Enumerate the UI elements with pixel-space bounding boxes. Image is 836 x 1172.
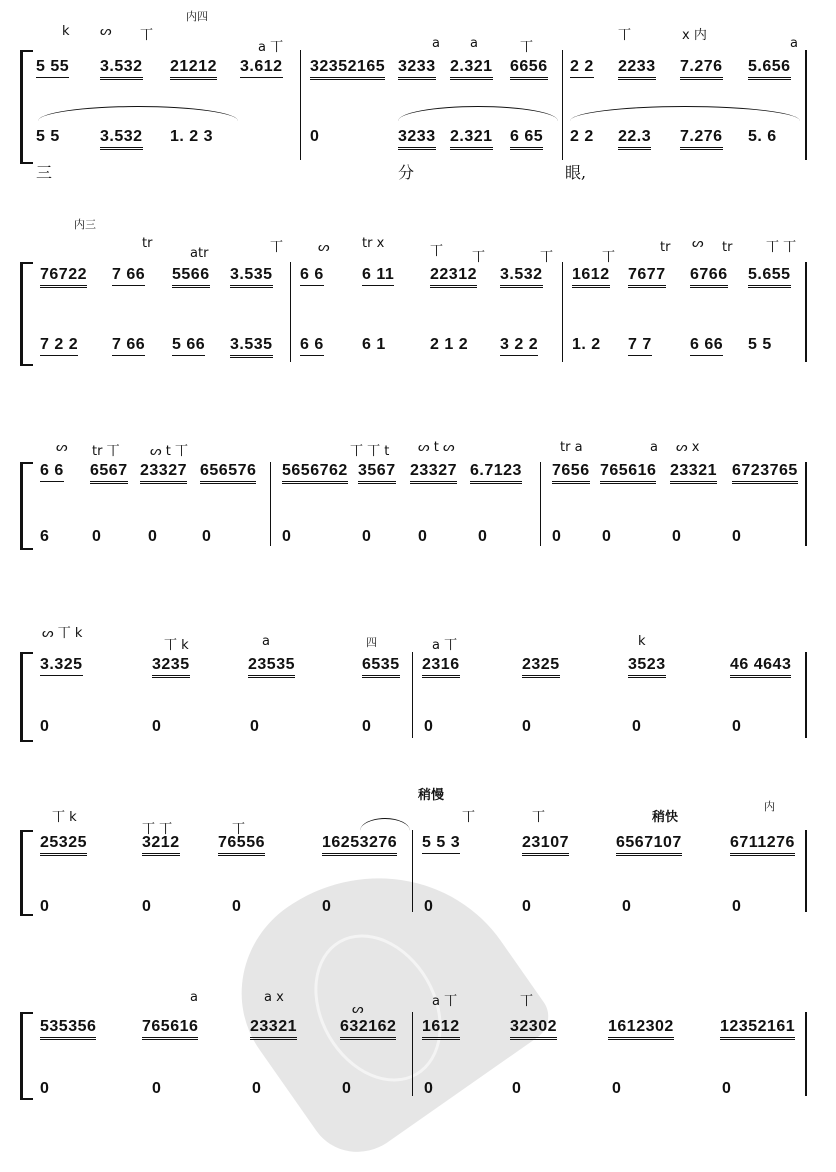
barline [540,462,541,546]
ornament: 丅 k [164,638,189,653]
ornament: a 丅 [432,994,458,1009]
system-bracket [20,262,33,366]
note-group: 7 66 [112,266,145,286]
ornament: a [262,634,270,649]
note-group: 7 66 [112,336,145,356]
ornament: 丅 [520,40,534,55]
ornament: tr a [560,440,583,455]
ornament: ᔕ t 丅 [150,444,188,459]
note-group: 5.655 [748,266,791,288]
rest: 0 [552,528,562,545]
ornament: a [790,36,798,51]
note-group: 2316 [422,656,460,678]
note-group: 3523 [628,656,666,678]
note-group: 3233 [398,128,436,150]
note-group: 32352165 [310,58,385,80]
barline [300,50,301,160]
ornament: k [638,634,646,649]
note-group: 21212 [170,58,217,80]
note-group: 23327 [140,462,187,484]
ornament: 丅 [232,822,246,837]
note-group: 765616 [600,462,656,484]
rest: 0 [40,718,50,735]
note-group: 632162 [340,1018,396,1040]
barline [805,50,807,160]
note-group: 2.321 [450,58,493,80]
note-group: 7.276 [680,58,723,80]
note-group: 6535 [362,656,400,678]
rest: 0 [478,528,488,545]
note-group: 7 7 [628,336,652,356]
rest: 0 [250,718,260,735]
rest: 0 [310,128,320,145]
note-group: 6 [40,528,50,545]
note-group: 5566 [172,266,210,288]
system-bracket [20,50,33,164]
rest: 0 [362,528,372,545]
ornament: ᔕ t ᔕ [418,440,455,455]
note-group: 5656762 [282,462,348,484]
system-bracket [20,830,33,916]
ornament: 丅 [462,810,476,825]
ornament: tr x [362,236,385,251]
note-group: 3.325 [40,656,83,676]
note-group: 5 5 3 [422,834,460,854]
note-group: 7656 [552,462,590,484]
ornament: ᔕ [318,240,330,255]
note-group: 1. 2 3 [170,128,214,145]
ornament: ᔕ 丅 k [42,626,83,641]
note-group: 22.3 [618,128,651,150]
ornament: 丅 [520,994,534,1009]
note-group: 5. 6 [748,128,777,145]
lyric: 三 [36,163,53,182]
note-group: 2 2 [570,128,594,145]
ornament: 丅 [540,250,554,265]
ornament: 丅 丅 [766,240,797,255]
ornament: a x [264,990,284,1005]
ornament: a [432,36,440,51]
note-group: 23327 [410,462,457,484]
barline [412,830,413,912]
note-group: 6 11 [362,266,394,286]
rest: 0 [632,718,642,735]
rest: 0 [322,898,332,915]
rest: 0 [142,898,152,915]
note-group: 6711276 [730,834,795,856]
rest: 0 [362,718,372,735]
rest: 0 [732,718,742,735]
note-group: 3.532 [100,128,143,150]
system-bracket [20,652,33,742]
note-group: 6567 [90,462,128,484]
ornament: ᔕ [100,24,112,39]
note-group: 3.532 [500,266,543,288]
ornament: tr 丅 [92,444,120,459]
note-group: 1. 2 [572,336,601,353]
note-group: 23321 [250,1018,297,1040]
rest: 0 [92,528,102,545]
rest: 0 [252,1080,262,1097]
note-group: 7 2 2 [40,336,78,356]
note-group: 5 66 [172,336,205,356]
ornament: 丅 [602,250,616,265]
tempo-marking-fast: 稍快 [652,810,679,825]
barline [562,50,563,160]
barline [412,652,413,738]
rest: 0 [522,718,532,735]
note-group: 765616 [142,1018,198,1040]
note-group: 6 1 [362,336,386,353]
note-group: 16253276 [322,834,397,856]
note-group: 6723765 [732,462,798,484]
note-group: 23321 [670,462,717,484]
ornament: 丅 [472,250,486,265]
ornament: 丅 [270,240,284,255]
ornament: 丅 丅 [142,822,173,837]
note-group: 3.612 [240,58,283,78]
note-group: 3 2 2 [500,336,538,356]
rest: 0 [148,528,158,545]
rest: 0 [152,1080,162,1097]
barline [412,1012,413,1096]
rest: 0 [282,528,292,545]
note-group: 76722 [40,266,87,288]
note-group: 5 5 [36,128,60,145]
rest: 0 [152,718,162,735]
ornament: ᔕ x [676,440,700,455]
note-group: 6 6 [300,336,324,356]
rest: 0 [602,528,612,545]
barline [290,262,291,362]
ornament: 丅 [532,810,546,825]
note-group: 3233 [398,58,436,80]
slur [360,818,410,831]
ornament: a [190,990,198,1005]
ornament: a 丅 [258,40,284,55]
note-group: 2325 [522,656,560,678]
slur [570,106,800,121]
note-group: 6656 [510,58,548,80]
rest: 0 [522,898,532,915]
note-group: 2.321 [450,128,493,150]
note-group: 1612 [422,1018,460,1040]
note-group: 6 65 [510,128,543,150]
note-group: 25325 [40,834,87,856]
ornament: 内三 [74,218,96,231]
rest: 0 [672,528,682,545]
ornament: tr [142,236,153,251]
barline [805,1012,807,1096]
note-group: 5 55 [36,58,69,78]
ornament: ᔕ [56,440,68,455]
rest: 0 [722,1080,732,1097]
ornament: 丅 丅 t [350,444,390,459]
barline [562,262,563,362]
note-group: 6 6 [300,266,324,286]
note-group: 23535 [248,656,295,678]
note-group: 6766 [690,266,728,288]
barline [805,262,807,362]
system-bracket [20,462,33,550]
note-group: 6.7123 [470,462,522,484]
ornament: a [650,440,658,455]
note-group: 2 2 [570,58,594,78]
ornament: atr [190,246,209,261]
note-group: 7677 [628,266,666,288]
rest: 0 [732,898,742,915]
note-group: 5.656 [748,58,791,80]
ornament: a 丅 [432,638,458,653]
tempo-marking-slow: 稍慢 [418,788,445,803]
note-group: 535356 [40,1018,96,1040]
rest: 0 [342,1080,352,1097]
note-group: 1612302 [608,1018,674,1040]
rest: 0 [512,1080,522,1097]
ornament: a [470,36,478,51]
note-group: 23107 [522,834,569,856]
rest: 0 [202,528,212,545]
slur [398,106,558,121]
note-group: 3212 [142,834,180,856]
rest: 0 [232,898,242,915]
note-group: 32302 [510,1018,557,1040]
rest: 0 [40,898,50,915]
rest: 0 [424,1080,434,1097]
note-group: 2 1 2 [430,336,469,353]
ornament: 内四 [186,10,208,23]
note-group: 76556 [218,834,265,856]
note-group: 3.535 [230,336,273,358]
note-group: 6 6 [40,462,64,482]
note-group: 12352161 [720,1018,795,1040]
ornament: ᔕ [692,236,704,251]
ornament: ᔕ [352,1002,364,1017]
lyric: 眼, [565,163,587,182]
lyric: 分 [398,163,415,182]
note-group: 22312 [430,266,477,288]
rest: 0 [418,528,428,545]
ornament: k [62,24,70,39]
ornament: 丅 [618,28,632,43]
note-group: 2233 [618,58,656,80]
rest: 0 [424,718,434,735]
rest: 0 [40,1080,50,1097]
ornament: tr [722,240,733,255]
rest: 0 [612,1080,622,1097]
barline [270,462,271,546]
system-bracket [20,1012,33,1100]
barline [805,652,807,738]
ornament: 丅 k [52,810,77,825]
note-group: 656576 [200,462,256,484]
ornament: x 内 [682,28,707,43]
note-group: 7.276 [680,128,723,150]
note-group: 1612 [572,266,610,288]
ornament: tr [660,240,671,255]
ornament: 内 [764,800,775,813]
note-group: 6 66 [690,336,723,356]
ornament: 四 [366,636,377,649]
note-group: 46 4643 [730,656,791,678]
note-group: 3235 [152,656,190,678]
barline [805,462,807,546]
slur [38,106,238,121]
ornament: 丅 [430,244,444,259]
note-group: 3.532 [100,58,143,80]
rest: 0 [622,898,632,915]
rest: 0 [424,898,434,915]
ornament: 丅 [140,28,154,43]
barline [805,830,807,912]
note-group: 3.535 [230,266,273,288]
rest: 0 [732,528,742,545]
note-group: 3567 [358,462,396,484]
note-group: 6567107 [616,834,682,856]
note-group: 5 5 [748,336,772,353]
